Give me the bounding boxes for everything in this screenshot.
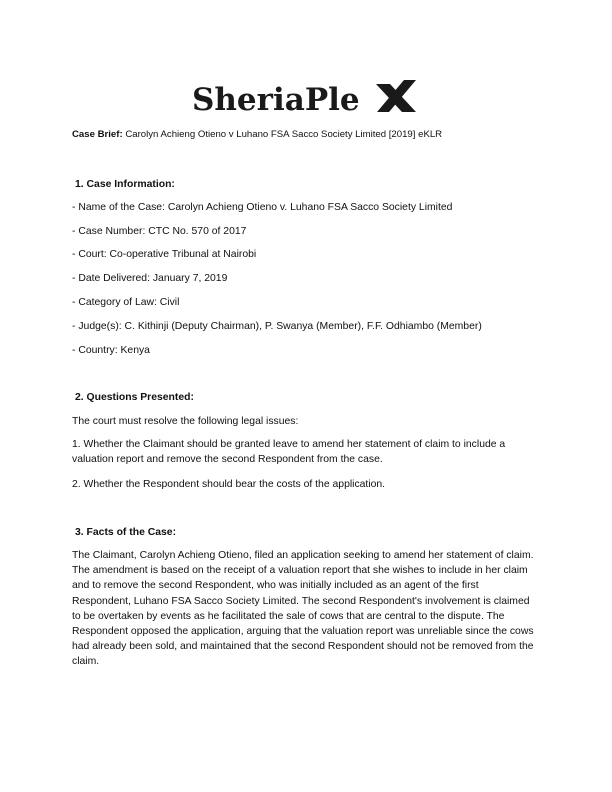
section-heading-facts: 3. Facts of the Case: (75, 527, 177, 538)
case-brief-title: Carolyn Achieng Otieno v Luhano FSA Sacco Society Limited [2019] eKLR (122, 129, 443, 140)
questions-intro: The court must resolve the following legal issues: (72, 416, 299, 427)
logo-wordmark: SheriaPle (192, 82, 360, 118)
facts-paragraph: The Claimant, Carolyn Achieng Otieno, filed an application seeking to amend her statement of claim. The amendment is based on the receipt of a valuation report that she wishes to include in her claim and to remove the second Respondent, who was initially included as an agent of the first Respondent, Luhano FSA Sacco Society Limited. The second Respondent's involvement is claimed to be overtaken by events as he facilitated the sale of cows that are central to the dispute. The Respondent opposed the application, arguing that the valuation report was unreliable since the cows had already been sold, and maintained that the second Respondent should not be removed from the claim. (72, 550, 534, 668)
case-info-country: - Country: Kenya (72, 345, 150, 356)
case-info-date: - Date Delivered: January 7, 2019 (72, 273, 228, 284)
case-info-court: - Court: Co-operative Tribunal at Nairobi (72, 249, 257, 260)
case-info-number: - Case Number: CTC No. 570 of 2017 (72, 226, 247, 237)
case-info-judges: - Judge(s): C. Kithinji (Deputy Chairman), P. Swanya (Member), F.F. Odhiambo (Member) (72, 321, 482, 332)
question-1: 1. Whether the Claimant should be granted leave to amend her statement of claim to include a valuation report and remove the second Respondent from the case. (72, 439, 506, 466)
case-info-category: - Category of Law: Civil (72, 297, 180, 308)
section-heading-case-information: 1. Case Information: (75, 179, 175, 190)
case-info-name: - Name of the Case: Carolyn Achieng Otieno v. Luhano FSA Sacco Society Limited (72, 202, 453, 213)
case-brief-label: Case Brief: (72, 129, 123, 140)
sheriaplex-logo (190, 74, 420, 120)
logo-x-mark (376, 80, 416, 112)
case-brief-line (72, 128, 542, 141)
question-2: 2. Whether the Respondent should bear the costs of the application. (72, 479, 386, 490)
section-heading-questions-presented: 2. Questions Presented: (75, 392, 194, 403)
logo-graphic (190, 74, 420, 120)
